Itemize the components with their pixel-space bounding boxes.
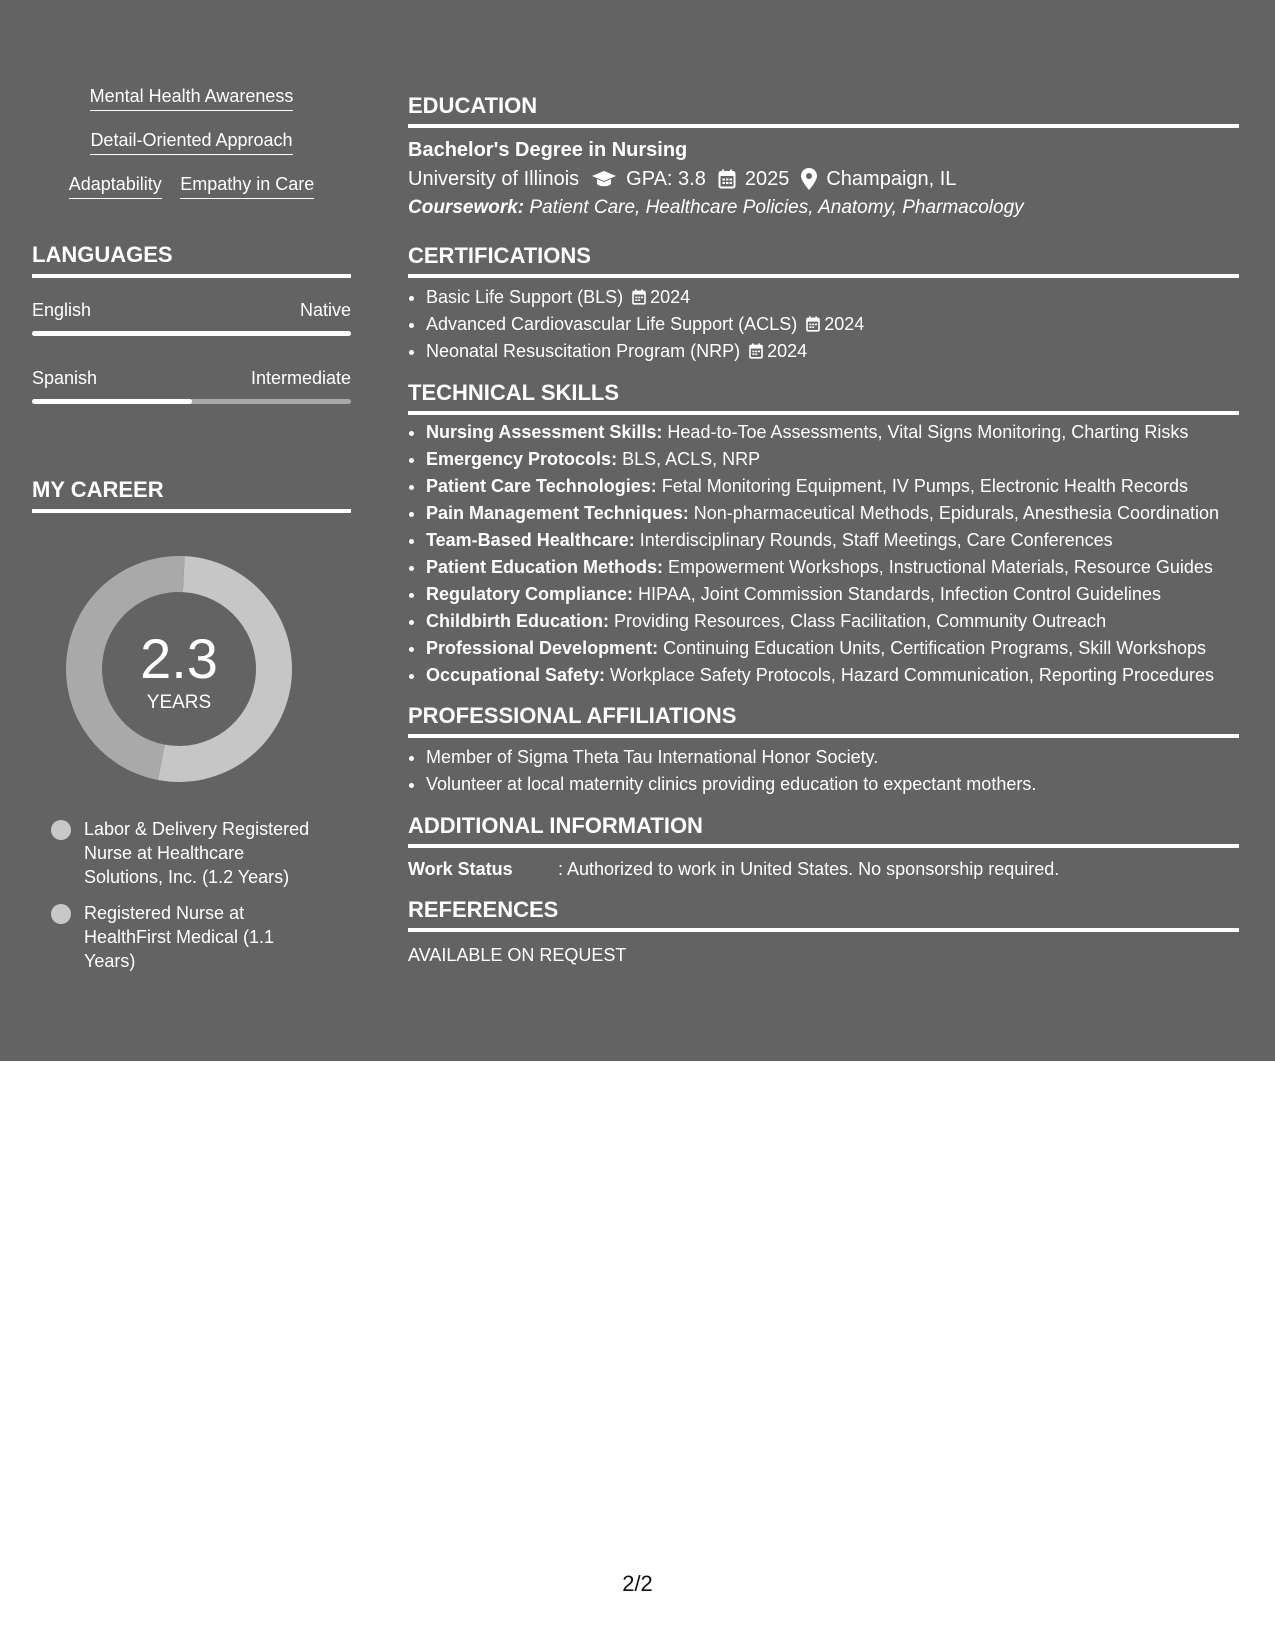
- affiliations-heading: PROFESSIONAL AFFILIATIONS: [408, 702, 1239, 738]
- certifications-list: [408, 284, 1239, 365]
- career-dot-icon: [51, 820, 71, 840]
- school-name: University of Illinois: [408, 168, 580, 190]
- skill-text: BLS, ACLS, NRP: [617, 449, 761, 469]
- graduation-cap-icon: [591, 168, 617, 190]
- career-heading: MY CAREER: [32, 476, 351, 513]
- skill-item: [426, 502, 1239, 526]
- skill-label: Patient Care Technologies:: [426, 476, 657, 496]
- skill-text: Empowerment Workshops, Instructional Materials, Resource Guides: [663, 557, 1213, 577]
- work-status-label: Work Status: [408, 858, 513, 879]
- language-item: [32, 298, 351, 336]
- skill-text: Interdisciplinary Rounds, Staff Meetings, Care Conferences: [634, 530, 1113, 550]
- skill-text: Non-pharmaceutical Methods, Epidurals, Anesthesia Coordination: [688, 503, 1220, 523]
- skill-label: Childbirth Education:: [426, 611, 609, 631]
- skill-item: [426, 448, 1239, 472]
- coursework-label: Coursework:: [408, 197, 525, 218]
- language-item: [32, 366, 351, 404]
- career-item: [51, 901, 321, 973]
- language-level: Native: [299, 300, 351, 320]
- strength-tag: Empathy in Care: [180, 172, 314, 199]
- skill-item: [426, 529, 1239, 553]
- career-item: [51, 817, 321, 889]
- certification-name: Neonatal Resuscitation Program (NRP): [426, 341, 741, 361]
- strength-tags: [32, 84, 351, 199]
- career-total-unit: YEARS: [146, 692, 212, 713]
- skill-item: [426, 637, 1239, 661]
- language-bar-fill: [32, 331, 351, 336]
- affiliations-list: [408, 744, 1239, 798]
- language-name: English: [32, 300, 92, 320]
- certification-year: 2024: [767, 341, 808, 361]
- skill-label: Nursing Assessment Skills:: [426, 422, 663, 442]
- affiliation-item: • Member of Sigma Theta Tau International Honor Society.: [426, 744, 1239, 771]
- main-column: [408, 92, 1239, 968]
- graduation-year: 2025: [744, 168, 790, 190]
- skill-item: [426, 475, 1239, 499]
- language-name: Spanish: [32, 368, 98, 388]
- calendar-icon: [805, 316, 821, 332]
- education-details: [408, 164, 1239, 194]
- additional-info-heading: ADDITIONAL INFORMATION: [408, 812, 1239, 848]
- degree-title: Bachelor's Degree in Nursing: [408, 139, 688, 161]
- calendar-icon: [631, 289, 647, 305]
- skill-label: Emergency Protocols:: [426, 449, 618, 469]
- language-bar-fill: [32, 399, 192, 404]
- certification-name: Advanced Cardiovascular Life Support (ACLS): [426, 314, 798, 334]
- skill-label: Pain Management Techniques:: [426, 503, 689, 523]
- school-location: Champaign, IL: [826, 168, 957, 190]
- career-item-text: Registered Nurse at HealthFirst Medical (1.1 Years): [84, 903, 275, 971]
- skill-item: [426, 583, 1239, 607]
- coursework: [408, 194, 1239, 222]
- skill-label: Patient Education Methods:: [426, 557, 664, 577]
- skill-text: Continuing Education Units, Certification Programs, Skill Workshops: [658, 638, 1206, 658]
- languages-heading: LANGUAGES: [32, 241, 351, 278]
- references-heading: REFERENCES: [408, 896, 1239, 932]
- skill-text: HIPAA, Joint Commission Standards, Infection Control Guidelines: [633, 584, 1161, 604]
- affiliation-item: • Volunteer at local maternity clinics providing education to expectant mothers.: [426, 771, 1239, 798]
- calendar-icon: [718, 169, 736, 189]
- strength-tag: Detail-Oriented Approach: [90, 128, 292, 155]
- skill-item: [426, 556, 1239, 580]
- career-dot-icon: [51, 904, 71, 924]
- location-pin-icon: [801, 168, 817, 190]
- career-donut-chart: [66, 556, 292, 782]
- certification-item: [426, 284, 1239, 311]
- coursework-text: Patient Care, Healthcare Policies, Anatomy, Pharmacology: [524, 197, 1024, 218]
- language-bar: [32, 399, 351, 404]
- skill-label: Occupational Safety:: [426, 665, 606, 685]
- sidebar: [32, 84, 351, 985]
- language-level: Intermediate: [250, 368, 351, 388]
- career-total-value: 2.3: [140, 627, 218, 690]
- career-list: [51, 817, 321, 973]
- certification-item: [426, 338, 1239, 365]
- skill-label: Regulatory Compliance:: [426, 584, 634, 604]
- certification-item: [426, 311, 1239, 338]
- skill-text: Providing Resources, Class Facilitation, Community Outreach: [608, 611, 1107, 631]
- calendar-icon: [748, 343, 764, 359]
- strength-tag: Adaptability: [69, 172, 162, 199]
- skill-item: [426, 664, 1239, 688]
- language-bar: [32, 331, 351, 336]
- skill-label: Team-Based Healthcare:: [426, 530, 635, 550]
- skill-text: Head-to-Toe Assessments, Vital Signs Monitoring, Charting Risks: [662, 422, 1189, 442]
- skills-list: [408, 421, 1239, 688]
- work-status: [408, 856, 1239, 882]
- references-text: AVAILABLE ON REQUEST: [408, 944, 627, 965]
- skill-item: [426, 610, 1239, 634]
- skill-item: [426, 421, 1239, 445]
- gpa-value: GPA: 3.8: [626, 168, 706, 190]
- certification-year: 2024: [650, 287, 691, 307]
- skill-label: Professional Development:: [426, 638, 659, 658]
- education-heading: EDUCATION: [408, 92, 1239, 128]
- strength-tag: Mental Health Awareness: [90, 84, 294, 111]
- skill-text: Fetal Monitoring Equipment, IV Pumps, Electronic Health Records: [656, 476, 1188, 496]
- certification-name: Basic Life Support (BLS): [426, 287, 624, 307]
- skills-heading: TECHNICAL SKILLS: [408, 379, 1239, 415]
- skill-text: Workplace Safety Protocols, Hazard Communication, Reporting Procedures: [605, 665, 1214, 685]
- certification-year: 2024: [824, 314, 865, 334]
- page-number: 2/2: [622, 1571, 653, 1596]
- work-status-text: : Authorized to work in United States. No sponsorship required.: [558, 858, 1060, 879]
- career-item-text: Labor & Delivery Registered Nurse at Healthcare Solutions, Inc. (1.2 Years): [84, 819, 310, 887]
- certifications-heading: CERTIFICATIONS: [408, 242, 1239, 278]
